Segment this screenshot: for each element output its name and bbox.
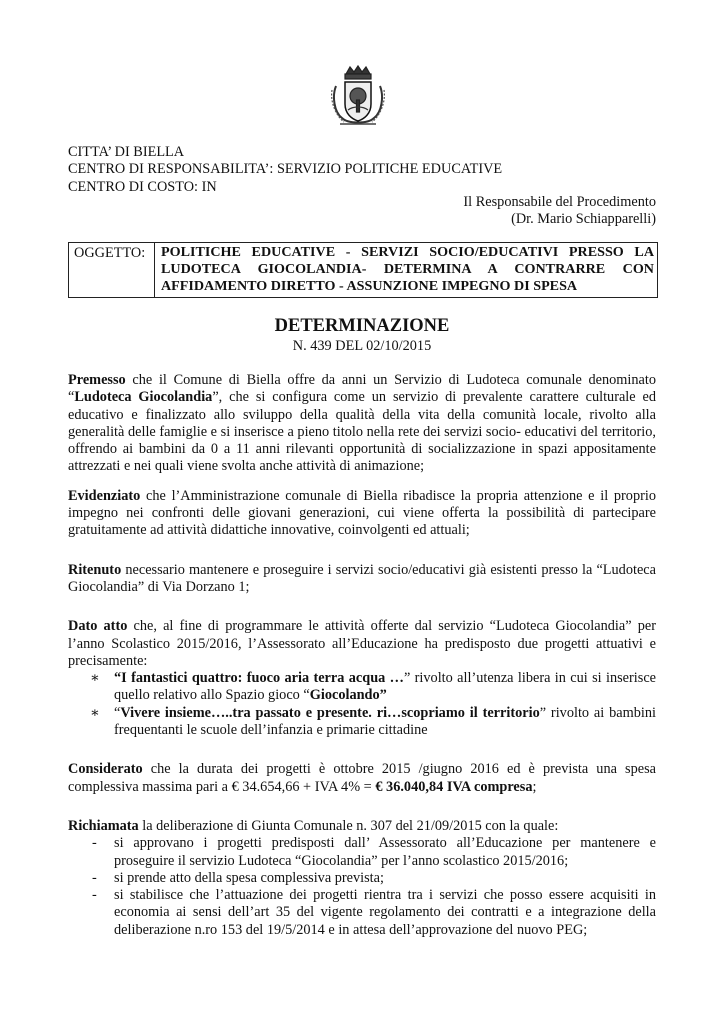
list-item: - si stabilisce che l’attuazione dei progetti rientra tra i servizi che posso essere acquisiti in economia ai sensi dell’art 35 del vigente regolamento dei contratti e a integrazione della deliberazione n.ro 153 del 19/5/2014 e in attesa dell’approvazione del nuovo PEG; [92,887,656,938]
subject-text: POLITICHE EDUCATIVE - SERVIZI SOCIO/EDUCATIVI PRESSO LA LUDOTECA GIOCOLANDIA- DETERMINA A CONTRARRE CON AFFIDAMENTO DIRETTO - ASSUNZIONE IMPEGNO DI SPESA [161,244,654,294]
paragraph-dato-atto [68,618,656,670]
ludoteca-name: Ludoteca Giocolandia [74,389,213,406]
city-name: CITTA’ DI BIELLA [68,144,185,160]
paragraph-text: ”, che si configura come un servizio di prevalente carattere culturale ed educativo e finalizzato allo sviluppo della qualità della vita della comunità locale, rivolto alla generalità delle famiglie e si inserisce a pieno titolo nella rete dei servizi socio- educativi del territorio, offrendo ai bambini da 0 a 11 anni rilevanti opportunità di socializzazione in spazi appositamente attrezzati e nei quali viene svolta anche attività di animazione; [68,389,656,475]
document-number: N. 439 DEL 02/10/2015 [292,338,432,354]
project-title: Vivere insieme…..tra passato e presente. ri…scopriamo il territorio [120,704,540,721]
document-body [68,372,656,939]
paragraph-evidenziato [68,488,656,540]
manager-name: (Dr. Mario Schiapparelli) [511,211,656,228]
subject-box [68,242,658,298]
paragraph-text: che l’Amministrazione comunale di Biella ribadisce la propria attenzione e il proprio impegno nei confronti delle giovani generazioni, cui viene offerta la possibilità di partecipare gratuitamente ad attività didattiche innovative, coinvolgenti ed attuali; [68,487,656,539]
paragraph-text: che, al fine di programmare le attività offerte dal servizio “Ludoteca Giocolandia” per l’anno Scolastico 2015/2016, l’Assessorato all’Educazione ha predisposto due progetti attuativi e precisamente: [68,618,656,669]
dash-bullet: - [92,869,97,886]
lead-word: Dato atto [68,618,128,635]
deliberation-list [68,835,656,939]
dash-bullet: - [92,887,97,904]
document-header [68,144,502,196]
responsibility-center: CENTRO DI RESPONSABILITA’: SERVIZIO POLITICHE EDUCATIVE [68,161,503,178]
lead-word: Evidenziato [68,487,141,504]
project-subtitle: Giocolando” [309,687,387,704]
list-item: - si prende atto della spesa complessiva prevista; [92,869,384,886]
paragraph-ritenuto [68,562,656,597]
document-title: DETERMINAZIONE [274,316,450,336]
asterisk-bullet: ∗ [90,704,100,721]
paragraph-text: che il Comune di Biella offre da anni un Servizio di Ludoteca comunale denominato “ [68,372,656,406]
asterisk-bullet: ∗ [90,670,100,687]
city-crest-emblem [328,64,388,128]
cost-center: CENTRO DI COSTO: IN [68,178,217,195]
list-item: - si approvano i progetti predisposti dall’ Assessorato all’Educazione per mantenere e proseguire il servizio Ludoteca “Giocolandia” per l’anno scolastico 2015/2016; [92,835,656,869]
manager-role: Il Responsabile del Procedimento [463,194,656,210]
list-item: ∗ “Vivere insieme…..tra passato e presente. ri…scopriamo il territorio” rivolto ai bambini frequentanti le scuole dell’infanzia e primarie cittadine [90,704,656,739]
list-item: ∗ “I fantastici quattro: fuoco aria terra acqua …” rivolto all’utenza libera in cui si inserisce quello relativo allo Spazio gioco “Giocolando” [90,670,657,704]
paragraph-premesso [68,372,656,476]
project-title: I fantastici quattro: fuoco aria terra acqua … [121,670,404,687]
procedure-manager [463,194,656,229]
paragraph-text: necessario mantenere e proseguire i servizi socio/educativi già esistenti presso la “Ludoteca Giocolandia” di Via Dorzano 1; [68,561,656,595]
paragraph-considerato: Considerato che la durata dei progetti è ottobre 2015 /giugno 2016 ed è prevista una spesa complessiva massima pari a € 34.654,66 + IVA 4% = € 36.040,84 IVA compresa; [68,761,656,795]
project-list [68,670,656,739]
lead-word: Ritenuto [68,561,122,578]
dash-bullet: - [92,835,97,852]
lead-word: Considerato [68,761,143,778]
paragraph-richiamata [68,818,656,835]
lead-word: Richiamata [68,817,139,834]
total-amount: € 36.040,84 IVA compresa [375,778,533,795]
paragraph-text: che la durata dei progetti è ottobre 2015 /giugno 2016 ed è prevista una spesa complessiva massima pari a € 34.654,66 + IVA 4% = [68,761,656,795]
subject-label: OGGETTO: [69,243,155,297]
paragraph-text: la deliberazione di Giunta Comunale n. 307 del 21/09/2015 con la quale: [138,817,559,834]
lead-word: Premesso [68,372,126,388]
